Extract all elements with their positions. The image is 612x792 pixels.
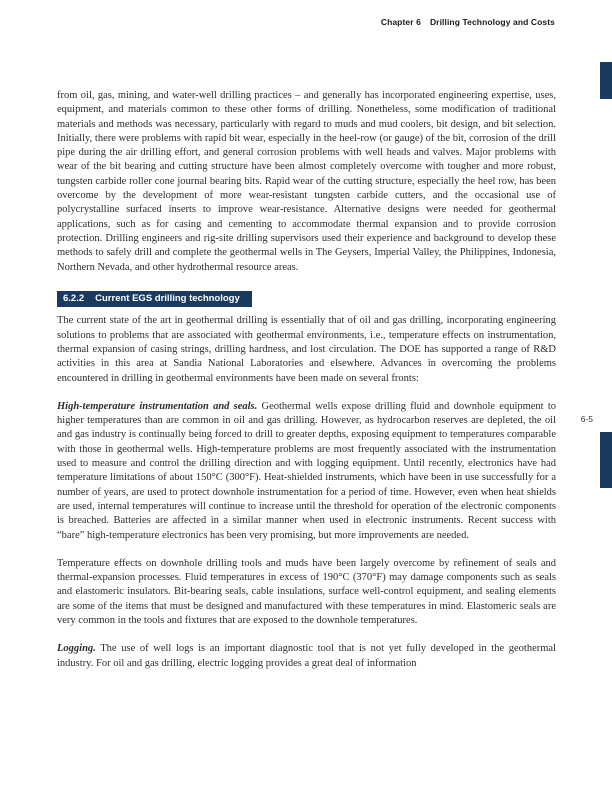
- edge-tab-top: [600, 62, 612, 99]
- section-heading: [57, 291, 252, 308]
- paragraph-text-logging: The use of well logs is an important diagnostic tool that is not yet fully developed in the geothermal industry. For oil and gas drilling, electric logging provides a great deal of information: [57, 643, 556, 669]
- chapter-title: Drilling Technology and Costs: [429, 17, 555, 27]
- edge-tab-middle: [600, 432, 612, 488]
- paragraph-logging: [57, 642, 556, 671]
- body-content: [57, 89, 556, 685]
- page-number: 6-5: [580, 414, 593, 424]
- paragraph-text-high-temp: Geothermal wells expose drilling fluid and downhole equipment to higher temperatures than are common in oil and gas drilling. However, as hydrocarbon reserves are depleted, the oil and gas industry is continually being forced to drill to greater depths, exposing equipment to temperatures comparable with those in geothermal wells. High-temperature problems are most frequently associated with the instrumentation used to measure and control the drilling direction and with logging equipment. Until recently, electronics have had temperature limitations of about 150°C (300°F). Heat-shielded instruments, which have been in use successfully for a number of years, are used to protect downhole instrumentation for a period of time. However, even when heat shields are used, internal temperatures will continue to increase until the threshold for operation of the electronic components is breached. Batteries are affected in a similar manner when used in electronic instruments. Recent success with “bare” high-temperature electronics has been very promising, but more improvements are needed.: [57, 400, 556, 541]
- chapter-label: Chapter 6: [380, 17, 421, 27]
- paragraph-high-temp-instrumentation: [57, 400, 556, 543]
- paragraph-temperature-effects: Temperature effects on downhole drilling tools and muds have been largely overcome by refinement of seals and thermal-expansion processes. Fluid temperatures in excess of 190°C (370°F) may damage components such as seals and elastomeric insulators. Bit-bearing seals, cable insulations, surface well-control equipment, and sealing elements are some of the items that must be designed and manufactured with these temperatures in mind. Elastomeric seals are very common in the tools and fixtures that are exposed to the downhole temperatures.: [57, 557, 556, 626]
- paragraph-drilling-practices: from oil, gas, mining, and water-well drilling practices – and generally has incorporated engineering expertise, uses, equipment, and materials common to these other forms of drilling. Nonetheless, some modification of traditional materials and methods was necessary, particularly with regard to muds and mud coolers, bit design, and bit selection. Initially, there were problems with rapid bit wear, especially in the heel-row (or gauge) of the bit, corrosion of the drill pipe during the air drilling effort, and general corrosion problems with well heads and valves. Major problems with wear of the bit bearing and cutting structure have been almost completely overcome with tougher and more robust, tungsten carbide roller cone journal bearing bits. Rapid wear of the cutting structure, especially the heel row, has been overcome by the development of more wear-resistant tungsten carbide cutters, and the occasional use of polycrystalline surfaced inserts to improve wear-resistance. Alternative designs were needed for geothermal applications, such as for casing and cementing to accommodate thermal expansion and to provide corrosion protection. Drilling engineers and rig-site drilling supervisors used their experience and background to develop these methods to safely drill and complete the geothermal wells in The Geysers, Imperial Valley, the Philippines, Indonesia, Northern Nevada, and other hydrothermal resource areas.: [57, 90, 556, 273]
- section-title: Current EGS drilling technology: [95, 292, 240, 304]
- paragraph-lead-high-temp: High-temperature instrumentation and seals.: [57, 400, 258, 412]
- page-header: [381, 17, 555, 27]
- paragraph-lead-logging: Logging.: [57, 643, 96, 655]
- section-number: 6.2.2: [63, 292, 85, 304]
- paragraph-current-state: The current state of the art in geothermal drilling is essentially that of oil and gas drilling, incorporating engineering solutions to problems that are associated with geothermal environments, i.e., temperature effects on instrumentation, thermal expansion of casing strings, drilling hardness, and lost circulation. The DOE has supported a range of R&D activities in this area at Sandia National Laboratories and elsewhere. Advances in overcoming the problems encountered in drilling in geothermal environments have been made on several fronts:: [57, 315, 556, 384]
